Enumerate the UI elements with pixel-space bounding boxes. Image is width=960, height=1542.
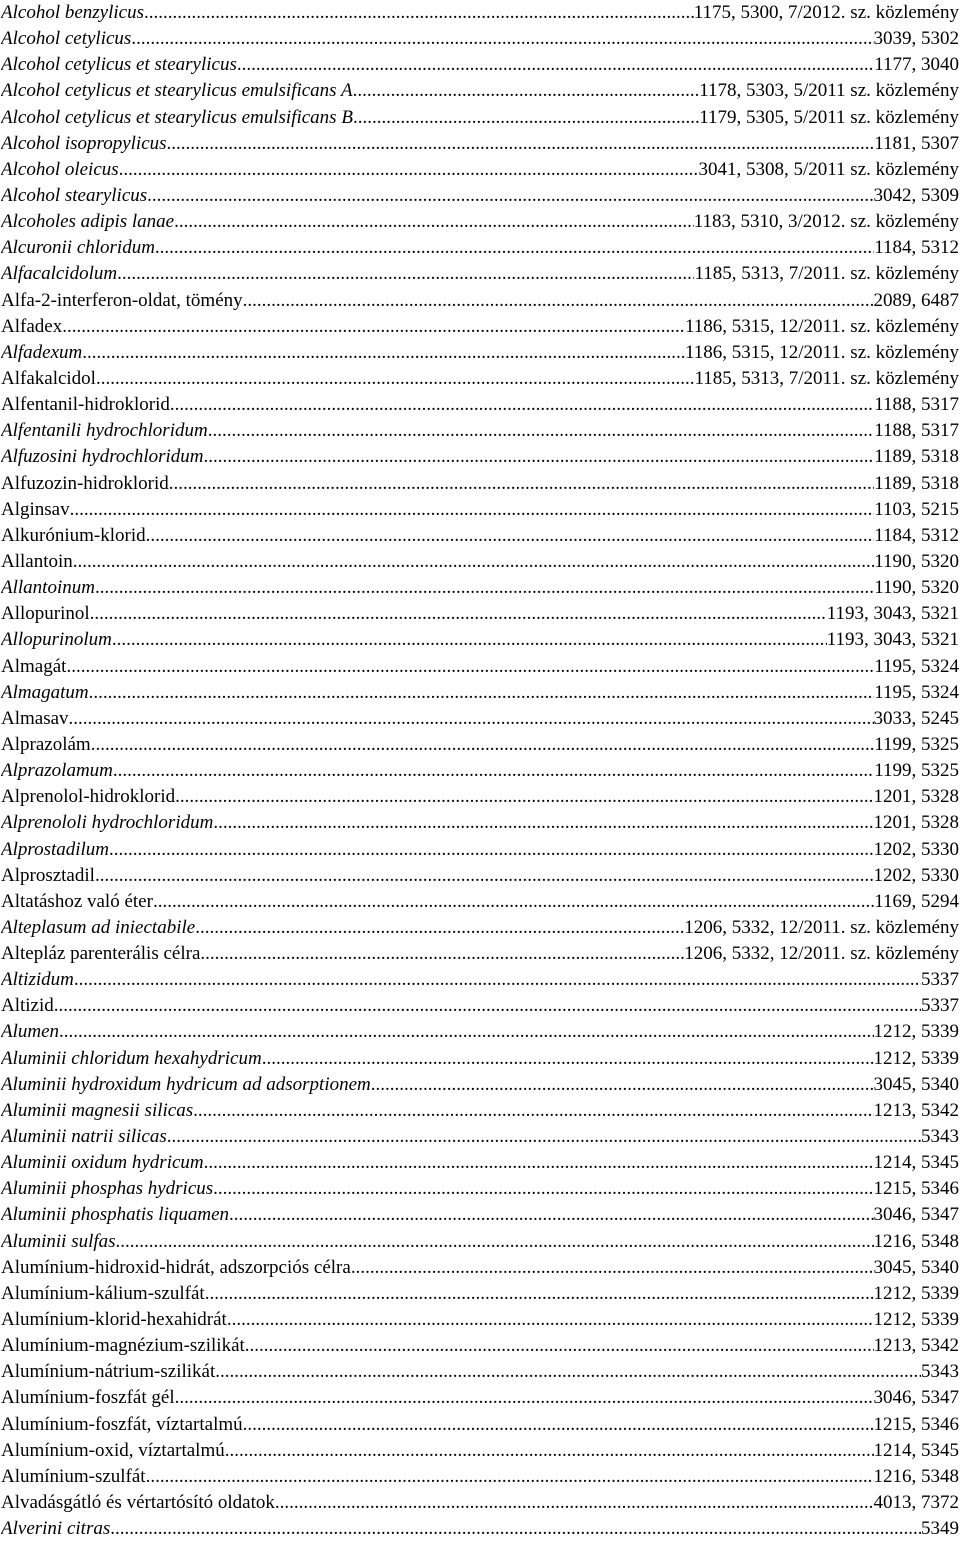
dot-leader [167,131,875,157]
entry-term: Alteplasum ad iniectabile [1,916,196,938]
index-list [1,0,959,1542]
entry-term: Alfentanili hydrochloridum [1,420,208,442]
entry-term: Aluminii magnesii silicas [1,1099,194,1121]
entry-page-ref: 1216, 5348 [873,1230,959,1252]
entry-term: Aluminii hydroxidum hydricum ad adsorptionem [1,1073,371,1095]
entry-page-ref: 1212, 5339 [873,1282,959,1304]
index-entry [1,78,959,104]
entry-term: Allantoinum [1,577,95,599]
entry-page-ref: 1201, 5328 [873,786,959,808]
entry-term: Alumínium-foszfát gél [1,1387,175,1409]
entry-term: Alumínium-szulfát [1,1465,146,1487]
entry-page-ref: 1213, 5342 [873,1099,959,1121]
entry-page-ref: 3033, 5245 [873,707,959,729]
dot-leader [66,654,874,680]
entry-page-ref: 4013, 7372 [873,1492,959,1514]
dot-leader [70,497,875,523]
entry-term: Alcuronii chloridum [1,237,155,259]
entry-term: Alkurónium-klorid [1,524,146,546]
entry-page-ref: 1181, 5307 [874,132,959,154]
entry-page-ref: 3042, 5309 [873,184,959,206]
entry-page-ref: 1212, 5339 [873,1309,959,1331]
dot-leader [175,1385,874,1411]
entry-term: Aluminii natrii silicas [1,1126,167,1148]
dot-leader [96,366,694,392]
index-entry [1,261,959,287]
entry-term: Aluminii chloridum hexahydricum [1,1047,262,1069]
dot-leader [112,627,827,653]
dot-leader [74,967,921,993]
entry-term: Allantoin [1,550,73,572]
entry-page-ref: 5337 [921,995,959,1017]
entry-page-ref: 1193, 3043, 5321 [826,603,959,625]
entry-term: Alverini citras [1,1518,111,1540]
index-entry [1,1490,959,1516]
entry-term: Almagát [1,655,67,677]
index-entry [1,1307,959,1333]
index-entry [1,1412,959,1438]
entry-term: Alprenolol-hidroklorid [1,786,176,808]
dot-leader [353,105,699,131]
index-entry [1,575,959,601]
entry-term: Alcohol benzylicus [1,2,144,23]
entry-page-ref: 3046, 5347 [873,1204,959,1226]
entry-term: Alfuzozin-hidroklorid [1,472,169,494]
entry-page-ref: 1201, 5328 [873,812,959,834]
dot-leader [131,26,873,52]
dot-leader [73,549,874,575]
index-entry [1,1333,959,1359]
entry-term: Alprenololi hydrochloridum [1,812,214,834]
entry-term: Altatáshoz való éter [1,890,153,912]
entry-term: Allopurinol [1,603,90,625]
index-entry [1,183,959,209]
entry-page-ref: 1206, 5332, 12/2011. sz. közlemény [684,943,959,965]
entry-term: Allopurinolum [1,629,112,651]
index-entry [1,1046,959,1072]
dot-leader [144,0,694,26]
dot-leader [95,863,874,889]
entry-page-ref: 1199, 5325 [874,760,959,782]
index-entry [1,549,959,575]
index-entry [1,105,959,131]
dot-leader [119,157,699,183]
entry-term: Alumen [1,1021,60,1043]
entry-term: Aluminii phosphas hydricus [1,1178,214,1200]
entry-term: Alcohol isopropylicus [1,132,167,154]
dot-leader [54,993,921,1019]
dot-leader [146,523,875,549]
entry-page-ref: 1186, 5315, 12/2011. sz. közlemény [684,315,959,337]
index-entry [1,52,959,78]
index-entry [1,1072,959,1098]
entry-page-ref: 1185, 5313, 7/2011. sz. közlemény [694,367,959,389]
entry-term: Alcohol cetylicus [1,28,132,50]
entry-page-ref: 5343 [921,1361,959,1383]
dot-leader [227,1307,874,1333]
entry-page-ref: 1103, 5215 [874,498,959,520]
entry-term: Alcohol cetylicus et stearylicus emulsificans A [1,80,353,102]
dot-leader [351,1255,874,1281]
index-entry [1,732,959,758]
index-entry [1,209,959,235]
entry-term: Alumínium-nátrium-szilikát [1,1361,216,1383]
entry-page-ref: 1215, 5346 [873,1413,959,1435]
entry-term: Alumínium-hidroxid-hidrát, adszorpciós célra [1,1256,351,1278]
entry-page-ref: 5343 [921,1126,959,1148]
dot-leader [243,1412,874,1438]
dot-leader [59,1019,873,1045]
dot-leader [213,810,873,836]
index-entry [1,131,959,157]
entry-page-ref: 5349 [921,1518,959,1540]
entry-page-ref: 1179, 5305, 5/2011 sz. közlemény [699,106,959,128]
entry-page-ref: 1195, 5324 [874,681,959,703]
entry-page-ref: 3046, 5347 [873,1387,959,1409]
dot-leader [204,1150,874,1176]
dot-leader [353,78,700,104]
index-entry [1,497,959,523]
entry-page-ref: 1193, 3043, 5321 [826,629,959,651]
entry-page-ref: 1199, 5325 [874,733,959,755]
dot-leader [193,1098,873,1124]
entry-term: Alcoholes adipis lanae [1,211,175,233]
entry-page-ref: 1186, 5315, 12/2011. sz. közlemény [684,341,959,363]
dot-leader [174,209,694,235]
dot-leader [147,183,873,209]
index-entry [1,915,959,941]
index-entry [1,1202,959,1228]
dot-leader [155,235,874,261]
dot-leader [167,1124,921,1150]
index-entry [1,1124,959,1150]
entry-page-ref: 1214, 5345 [873,1152,959,1174]
entry-page-ref: 3045, 5340 [873,1073,959,1095]
dot-leader [204,444,875,470]
entry-term: Alfadex [1,315,63,337]
entry-term: Alfakalcidol [1,367,96,389]
dot-leader [262,1046,874,1072]
dot-leader [245,1333,874,1359]
index-entry [1,1281,959,1307]
index-entry [1,1255,959,1281]
dot-leader [200,941,684,967]
dot-leader [62,314,685,340]
entry-term: Aluminii phosphatis liquamen [1,1204,229,1226]
index-entry [1,471,959,497]
index-entry [1,235,959,261]
entry-page-ref: 1206, 5332, 12/2011. sz. közlemény [684,916,959,938]
index-entry [1,993,959,1019]
entry-term: Aluminii sulfas [1,1230,116,1252]
entry-page-ref: 1202, 5330 [873,864,959,886]
entry-term: Alfuzosini hydrochloridum [1,446,204,468]
dot-leader [225,1438,874,1464]
entry-term: Alginsav [1,498,70,520]
entry-page-ref: 1190, 5320 [874,550,959,572]
dot-leader [170,392,874,418]
dot-leader [213,1176,873,1202]
entry-page-ref: 1216, 5348 [873,1465,959,1487]
entry-term: Alcohol cetylicus et stearylicus emulsificans B [1,106,353,128]
entry-term: Almasav [1,707,69,729]
entry-term: Alprostadilum [1,838,110,860]
dot-leader [371,1072,874,1098]
entry-term: Alumínium-klorid-hexahidrát [1,1309,227,1331]
index-entry [1,1019,959,1045]
entry-page-ref: 3041, 5308, 5/2011 sz. közlemény [698,158,959,180]
index-entry [1,1385,959,1411]
index-entry [1,1359,959,1385]
index-entry [1,418,959,444]
dot-leader [69,706,874,732]
entry-term: Alprazolám [1,733,91,755]
dot-leader [195,915,684,941]
entry-term: Almagatum [1,681,89,703]
entry-page-ref: 1188, 5317 [874,394,959,416]
entry-page-ref: 1202, 5330 [873,838,959,860]
entry-term: Altizid [1,995,54,1017]
index-entry [1,1176,959,1202]
index-entry [1,601,959,627]
index-entry [1,1098,959,1124]
dot-leader [243,288,874,314]
entry-page-ref: 1169, 5294 [874,890,959,912]
entry-page-ref: 1178, 5303, 5/2011 sz. közlemény [699,80,959,102]
index-entry [1,366,959,392]
dot-leader [237,52,874,78]
index-entry [1,837,959,863]
dot-leader [90,601,827,627]
dot-leader [116,1229,874,1255]
dot-leader [153,889,874,915]
entry-term: Aluminii oxidum hydricum [1,1152,204,1174]
index-entry [1,1516,959,1542]
entry-page-ref: 1185, 5313, 7/2011. sz. közlemény [694,263,959,285]
entry-page-ref: 1188, 5317 [874,420,959,442]
dot-leader [89,680,875,706]
dot-leader [95,575,874,601]
dot-leader [82,340,685,366]
index-entry [1,157,959,183]
index-entry [1,863,959,889]
entry-term: Alumínium-oxid, víztartalmú [1,1439,225,1461]
entry-page-ref: 1184, 5312 [874,524,959,546]
index-entry [1,1150,959,1176]
entry-term: Alcohol oleicus [1,158,119,180]
entry-page-ref: 1177, 3040 [874,54,959,76]
index-entry [1,314,959,340]
entry-page-ref: 1175, 5300, 7/2012. sz. közlemény [693,2,959,23]
entry-page-ref: 1189, 5318 [874,446,959,468]
entry-page-ref: 1214, 5345 [873,1439,959,1461]
entry-term: Alprosztadil [1,864,95,886]
index-entry [1,680,959,706]
index-entry [1,889,959,915]
entry-term: Alcohol stearylicus [1,184,148,206]
entry-page-ref: 1189, 5318 [874,472,959,494]
entry-page-ref: 2089, 6487 [873,289,959,311]
index-entry [1,941,959,967]
index-entry [1,784,959,810]
index-entry [1,1438,959,1464]
index-entry [1,1229,959,1255]
index-entry [1,1464,959,1490]
dot-leader [275,1490,874,1516]
entry-page-ref: 3039, 5302 [873,28,959,50]
entry-page-ref: 1212, 5339 [873,1047,959,1069]
entry-page-ref: 1215, 5346 [873,1178,959,1200]
entry-term: Altepláz parenterális célra [1,943,201,965]
entry-term: Alumínium-foszfát, víztartalmú [1,1413,243,1435]
index-entry [1,758,959,784]
dot-leader [169,471,874,497]
entry-term: Alumínium-kálium-szulfát [1,1282,205,1304]
dot-leader [229,1202,874,1228]
entry-term: Alprazolamum [1,760,113,782]
entry-term: Alcohol cetylicus et stearylicus [1,54,237,76]
dot-leader [110,1516,921,1542]
dot-leader [117,261,694,287]
entry-term: Alfentanil-hidroklorid [1,394,170,416]
entry-page-ref: 1184, 5312 [874,237,959,259]
entry-page-ref: 5337 [921,969,959,991]
index-entry [1,523,959,549]
entry-term: Alfacalcidolum [1,263,118,285]
index-entry [1,627,959,653]
dot-leader [208,418,875,444]
index-entry [1,654,959,680]
entry-page-ref: 1213, 5342 [873,1335,959,1357]
index-entry [1,0,959,26]
index-entry [1,392,959,418]
dot-leader [146,1464,874,1490]
entry-term: Alfa-2-interferon-oldat, tömény [1,289,243,311]
index-entry [1,706,959,732]
dot-leader [215,1359,921,1385]
entry-term: Alvadásgátló és vértartósító oldatok [1,1492,275,1514]
dot-leader [109,837,873,863]
dot-leader [205,1281,874,1307]
dot-leader [113,758,874,784]
entry-page-ref: 3045, 5340 [873,1256,959,1278]
dot-leader [91,732,875,758]
entry-term: Altizidum [1,969,74,991]
entry-term: Alfadexum [1,341,83,363]
entry-page-ref: 1183, 5310, 3/2012. sz. közlemény [693,211,959,233]
dot-leader [175,784,873,810]
index-entry [1,810,959,836]
entry-term: Alumínium-magnézium-szilikát [1,1335,245,1357]
entry-page-ref: 1190, 5320 [874,577,959,599]
index-entry [1,444,959,470]
index-entry [1,967,959,993]
entry-page-ref: 1212, 5339 [873,1021,959,1043]
index-entry [1,288,959,314]
index-entry [1,26,959,52]
entry-page-ref: 1195, 5324 [874,655,959,677]
index-entry [1,340,959,366]
